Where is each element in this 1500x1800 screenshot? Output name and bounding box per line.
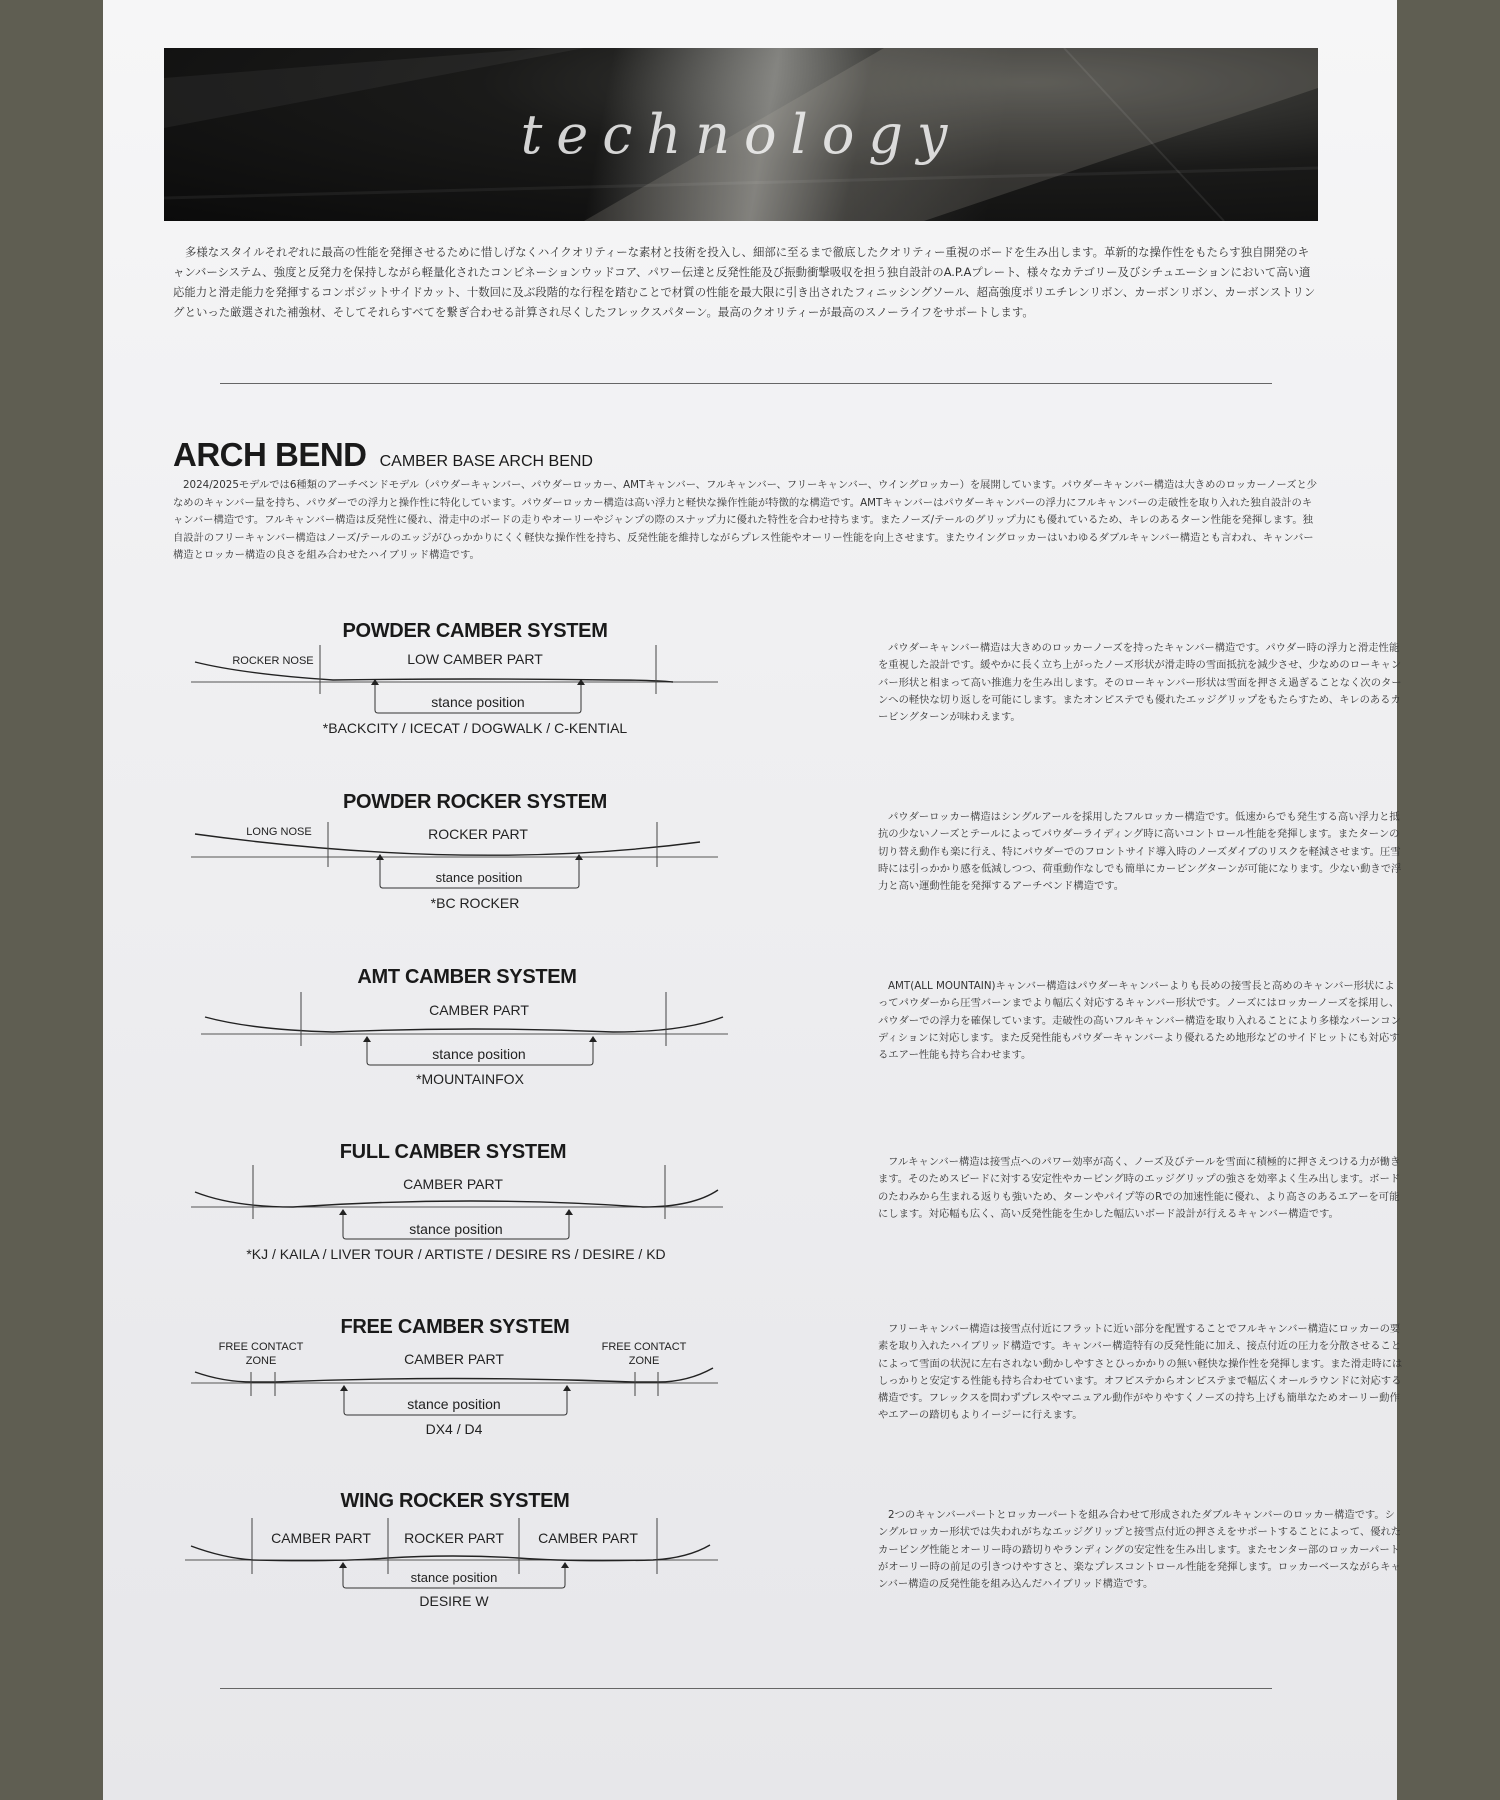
model-list: *MOUNTAINFOX [416, 1071, 524, 1087]
system-title: FULL CAMBER SYSTEM [339, 1141, 567, 1163]
arch-bend-title: ARCH BEND [173, 436, 367, 473]
label-camber-part-left: CAMBER PART [271, 1530, 371, 1546]
model-list: *KJ / KAILA / LIVER TOUR / ARTISTE / DESIRE RS / DESIRE / KD [246, 1246, 666, 1262]
free-camber-diagram [173, 1312, 743, 1442]
stance-label: stance position [410, 1570, 498, 1585]
hero-title: technology [520, 103, 962, 166]
label-zone-right: ZONE [628, 1355, 660, 1367]
arch-bend-description: 2024/2025モデルでは6種類のアーチベンドモデル（パウダーキャンバー、パウダーロッカー、AMTキャンバー、フルキャンバー、フリーキャンバー、ウイングロッカー）を展開しています。パウダーキャンバー構造は大きめのロッカーノーズと少なめのキャンバー量を持ち、パウダーでの浮力と操作性に特化しています。パウダーロッカー構造は高い浮力と軽快な操作性能が特徴的な構造です。AMTキャンバーはパウダーキャンバーの浮力にフルキャンバーの走破性を取り入れた独自設計のキャンバー構造です。フルキャンバー構造は反発性に優れ、滑走中のボードの走りやオーリーやジャンプの際のスナップ力に優れた特性を合わせ持ちます。またノーズ/テールのグリップ力にも優れているため、キレのあるターン性能を発揮します。独自設計のフリーキャンバー構造はノーズ/テールのエッジがひっかかりにくく軽快な操作性を持ち、反発性能を維持しながらプレス性能やオーリー性能を向上させます。またウイングロッカーはいわゆるダブルキャンバー構造とも言われ、キャンバー構造とロッカー構造の良さを組み合わせたハイブリッド構造です。 [173, 479, 1318, 561]
system-title: WING ROCKER SYSTEM [340, 1490, 570, 1512]
system-powder-rocker [173, 787, 1402, 917]
stance-label: stance position [435, 870, 523, 885]
stance-label: stance position [409, 1221, 503, 1237]
system-description: フリーキャンバー構造は接雪点付近にフラットに近い部分を配置することでフルキャンバー構造にロッカーの要素を取り入れたハイブリッド構造です。キャンバー構造特有の反発性能に加え、接点付近の圧力を分散させることによって雪面の状況に左右されない動かしやすさとひっかかりの無い軽快な操作性を発揮します。また滑走時にはしっかりと安定する性能も持ち合わせています。オフピステからオンピステまで幅広くオールラウンドに対応する構造です。フレックスを問わずプレスやマニュアル動作がやりやすくノーズの持ち上げも簡単なためオーリー動作やエアーの踏切もよりイージーに行えます。 [878, 1323, 1403, 1422]
wing-rocker-diagram [173, 1484, 743, 1614]
model-list: *BC ROCKER [430, 895, 520, 911]
system-title: AMT CAMBER SYSTEM [357, 966, 577, 988]
divider-top [220, 383, 1272, 384]
model-list: *BACKCITY / ICECAT / DOGWALK / C-KENTIAL [322, 720, 628, 736]
system-free-camber [173, 1312, 1403, 1442]
system-powder-camber [173, 612, 1402, 742]
system-full-camber [173, 1137, 1401, 1267]
page-panel [103, 0, 1403, 1800]
system-title: FREE CAMBER SYSTEM [340, 1316, 570, 1338]
label-free-contact-left: FREE CONTACT [218, 1341, 304, 1353]
label-rocker-nose: ROCKER NOSE [232, 655, 314, 667]
stance-label: stance position [431, 694, 525, 710]
stance-label: stance position [432, 1046, 526, 1062]
system-wing-rocker [173, 1484, 1402, 1614]
arch-bend-heading [173, 436, 593, 474]
label-long-nose: LONG NOSE [246, 826, 312, 838]
system-description: AMT(ALL MOUNTAIN)キャンバー構造はパウダーキャンバーよりも長めの接雪長と高めのキャンバー形状によってパウダーから圧雪バーンまでより幅広く対応するキャンバー形状です。ノーズにはロッカーノーズを採用し、パウダーでの浮力を確保しています。走破性の高いフルキャンバー構造を取り入れることにより多様なバーンコンディションに対応します。また反発性能もパウダーキャンバーより優れるため地形などのサイドヒットにも対応するエアー性能も持ち合わせます。 [878, 980, 1401, 1062]
hero-banner [164, 48, 1318, 221]
label-low-camber: LOW CAMBER PART [407, 651, 543, 667]
label-rocker-part: ROCKER PART [428, 826, 528, 842]
arch-bend-subtitle: CAMBER BASE ARCH BEND [379, 453, 593, 470]
system-description: 2つのキャンバーパートとロッカーパートを組み合わせて形成されたダブルキャンバーのロッカー構造です。シングルロッカー形状では失われがちなエッジグリップと接雪点付近の押さえをサポートすることによって、優れたカービング性能とオーリー時の踏切りやランディングの安定性を生み出します。またセンター部のロッカーパートがオーリー時の前足の引きつけやすさと、楽なプレスコントロール性能を発揮します。ロッカーベースながらキャンバー構造の反発性能を組み込んだハイブリッド構造です。 [878, 1509, 1402, 1591]
amt-diagram [173, 962, 753, 1092]
divider-bottom [220, 1688, 1272, 1689]
label-camber-part: CAMBER PART [403, 1176, 503, 1192]
system-description: フルキャンバー構造は接雪点へのパワー効率が高く、ノーズ及びテールを雪面に積極的に押さえつける力が働きます。そのためスピードに対する安定性やカービング時のエッジグリップの強さを効率よく生み出します。ボードのたわみから生まれる返りも強いため、ターンやパイプ等のRでの加速性能に優れ、より高さのあるエアーを可能にします。対応幅も広く、高い反発性能を生かした幅広いボード設計が行えるキャンバー構造です。 [878, 1156, 1401, 1220]
stance-label: stance position [407, 1396, 501, 1412]
intro-paragraph: 多様なスタイルそれぞれに最高の性能を発揮させるために惜しげなくハイクオリティーな素材と技術を投入し、細部に至るまで徹底したクオリティー重視のボードを生み出します。革新的な操作性をもたらす独自開発のキャンバーシステム、強度と反発力を保持しながら軽量化されたコンビネーションウッドコア、パワー伝達と反発性能及び振動衝撃吸収を担う独自設計のA.P.Aプレート、様々なカテゴリー及びシチュエーションにおいて高い適応能力と滑走能力を発揮するコンポジットサイドカット、十数回に及ぶ段階的な行程を踏むことで材質の性能を最大限に引き出されたフィニッシングソール、超高強度ポリエチレンリボン、カーボンリボン、カーボンストリングといった厳選された補強材、そしてそれらすべてを繋ぎ合わせる計算され尽くしたフレックスパターン。最高のクオリティーが最高のスノーライフをサポートします。 [173, 245, 1316, 319]
system-title: POWDER ROCKER SYSTEM [342, 791, 608, 813]
model-list: DESIRE W [419, 1593, 489, 1609]
full-camber-diagram [173, 1137, 743, 1267]
label-free-contact-right: FREE CONTACT [601, 1341, 687, 1353]
system-description: パウダーキャンバー構造は大きめのロッカーノーズを持ったキャンバー構造です。パウダー時の浮力と滑走性能を重視した設計です。緩やかに長く立ち上がったノーズ形状が滑走時の雪面抵抗を減少させ、少なめのローキャンバー形状と相まって高い推進力を生み出します。そのローキャンバー形状は雪面を押さえ過ぎることなく次のターンへの軽快な切り返しを可能にします。またオンピステでも優れたエッジグリップをもたらすため、キレのあるカービングターンが味わえます。 [878, 642, 1402, 724]
label-zone-left: ZONE [245, 1355, 277, 1367]
system-description: パウダーロッカー構造はシングルアールを採用したフルロッカー構造です。低速からでも発生する高い浮力と抵抗の少ないノーズとテールによってパウダーライディング時に高いコントロール性能を発揮します。またターンの切り替え動作も楽に行え、特にパウダーでのフロントサイド導入時のノーズダイブのリスクを軽減させます。圧雪時には引っかかり感を低減しつつ、荷重動作なしでも簡単にカービングターンが可能になります。少ない動きで浮力と高い運動性能を発揮するアーチベンド構造です。 [878, 811, 1402, 893]
system-amt-camber [173, 962, 1401, 1092]
model-list: DX4 / D4 [425, 1421, 483, 1437]
rocker-diagram [173, 787, 733, 917]
label-camber-part: CAMBER PART [429, 1002, 529, 1018]
label-rocker-part: ROCKER PART [404, 1530, 504, 1546]
system-title: POWDER CAMBER SYSTEM [342, 620, 608, 642]
camber-diagram [173, 612, 733, 742]
label-camber-part: CAMBER PART [404, 1351, 504, 1367]
label-camber-part-right: CAMBER PART [538, 1530, 638, 1546]
